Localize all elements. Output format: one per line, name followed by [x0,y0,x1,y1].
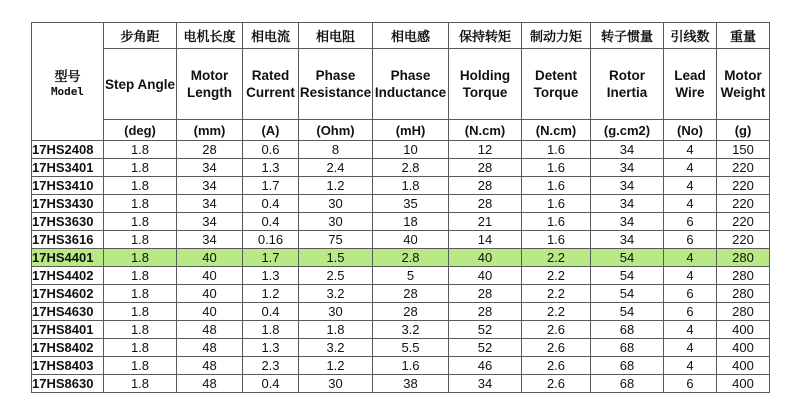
detent-torque-cell: 2.2 [522,303,591,321]
phase-inductance-cell: 1.6 [373,357,449,375]
step-angle-cell: 1.8 [104,285,177,303]
table-row [32,321,770,339]
phase-inductance-cell: 28 [373,303,449,321]
detent-torque-cell: 2.6 [522,375,591,393]
model-cell: 17HS8630 [32,375,104,393]
rotor-inertia-header-cn: 转子惯量 [591,23,664,49]
motor-weight-cell: 400 [717,357,770,375]
motor-length-cell: 40 [177,249,243,267]
motor-length-cell: 48 [177,321,243,339]
step-angle-header [104,49,177,120]
motor-weight-cell: 280 [717,303,770,321]
motor-weight-header-line1: Motor [724,68,762,83]
phase-inductance-cell: 38 [373,375,449,393]
rated-current-unit: (A) [243,120,299,141]
step-angle-cell: 1.8 [104,303,177,321]
lead-wire-cell: 4 [664,267,717,285]
rated-current-header-cn: 相电流 [243,23,299,49]
model-cell: 17HS4630 [32,303,104,321]
phase-inductance-cell: 1.8 [373,177,449,195]
holding-torque-cell: 28 [449,195,522,213]
motor-length-header-line2: Length [187,85,232,100]
lead-wire-cell: 6 [664,303,717,321]
model-header-cn: 型号 [54,68,81,84]
detent-torque-cell: 2.6 [522,321,591,339]
step-angle-cell: 1.8 [104,267,177,285]
motor-weight-cell: 150 [717,141,770,159]
lead-wire-cell: 4 [664,249,717,267]
lead-wire-cell: 6 [664,285,717,303]
phase-resistance-cell: 2.5 [299,267,373,285]
lead-wire-header [664,49,717,120]
step-angle-cell: 1.8 [104,195,177,213]
step-angle-cell: 1.8 [104,375,177,393]
phase-resistance-cell: 1.5 [299,249,373,267]
phase-inductance-cell: 18 [373,213,449,231]
holding-torque-cell: 12 [449,141,522,159]
rotor-inertia-cell: 68 [591,339,664,357]
holding-torque-cell: 40 [449,267,522,285]
rotor-inertia-cell: 68 [591,357,664,375]
rotor-inertia-cell: 34 [591,141,664,159]
rotor-inertia-cell: 54 [591,249,664,267]
phase-inductance-cell: 10 [373,141,449,159]
header-row-chinese [32,23,770,49]
rotor-inertia-cell: 34 [591,177,664,195]
lead-wire-header-line1: Lead [674,68,706,83]
model-cell: 17HS3401 [32,159,104,177]
step-angle-cell: 1.8 [104,249,177,267]
holding-torque-header [449,49,522,120]
motor-length-cell: 34 [177,195,243,213]
lead-wire-cell: 4 [664,177,717,195]
rotor-inertia-cell: 54 [591,267,664,285]
table-row [32,231,770,249]
lead-wire-header-line2: Wire [675,85,705,100]
phase-inductance-cell: 5 [373,267,449,285]
rated-current-cell: 0.4 [243,195,299,213]
model-cell: 17HS2408 [32,141,104,159]
phase-resistance-header-line1: Phase [315,68,356,83]
detent-torque-cell: 2.6 [522,339,591,357]
phase-inductance-cell: 35 [373,195,449,213]
lead-wire-cell: 6 [664,213,717,231]
rotor-inertia-header-line2: Inertia [606,85,648,100]
motor-weight-header [717,49,770,120]
model-header [32,23,104,141]
rated-current-header [243,49,299,120]
step-angle-cell: 1.8 [104,159,177,177]
rated-current-cell: 1.7 [243,249,299,267]
model-cell: 17HS4401 [32,249,104,267]
holding-torque-unit: (N.cm) [449,120,522,141]
motor-length-header-line1: Motor [190,68,229,83]
rotor-inertia-cell: 34 [591,159,664,177]
motor-weight-cell: 220 [717,213,770,231]
rated-current-cell: 0.16 [243,231,299,249]
phase-resistance-header [299,49,373,120]
rated-current-cell: 0.6 [243,141,299,159]
model-cell: 17HS3410 [32,177,104,195]
holding-torque-header-cn: 保持转矩 [449,23,522,49]
lead-wire-cell: 6 [664,375,717,393]
phase-resistance-cell: 30 [299,195,373,213]
holding-torque-cell: 52 [449,339,522,357]
step-angle-header-cn: 步角距 [104,23,177,49]
motor-weight-cell: 280 [717,267,770,285]
holding-torque-cell: 14 [449,231,522,249]
table-row [32,141,770,159]
table-row [32,375,770,393]
rated-current-cell: 0.4 [243,303,299,321]
motor-length-cell: 48 [177,339,243,357]
rotor-inertia-cell: 34 [591,195,664,213]
holding-torque-cell: 28 [449,285,522,303]
table-row [32,213,770,231]
detent-torque-cell: 1.6 [522,177,591,195]
rotor-inertia-unit: (g.cm2) [591,120,664,141]
lead-wire-cell: 4 [664,357,717,375]
rated-current-cell: 1.2 [243,285,299,303]
detent-torque-cell: 1.6 [522,213,591,231]
step-angle-cell: 1.8 [104,357,177,375]
holding-torque-cell: 28 [449,303,522,321]
motor-weight-cell: 220 [717,177,770,195]
phase-inductance-cell: 5.5 [373,339,449,357]
phase-resistance-header-line2: Resistance [299,85,372,100]
motor-length-cell: 28 [177,141,243,159]
holding-torque-header-line2: Torque [462,85,508,100]
phase-resistance-cell: 30 [299,303,373,321]
detent-torque-cell: 2.6 [522,357,591,375]
phase-resistance-cell: 75 [299,231,373,249]
holding-torque-cell: 40 [449,249,522,267]
motor-weight-cell: 220 [717,231,770,249]
motor-spec-table [31,22,770,393]
motor-length-cell: 34 [177,159,243,177]
lead-wire-cell: 6 [664,231,717,249]
phase-resistance-cell: 1.2 [299,177,373,195]
detent-torque-unit: (N.cm) [522,120,591,141]
phase-inductance-cell: 28 [373,285,449,303]
table-row [32,177,770,195]
phase-inductance-unit: (mH) [373,120,449,141]
phase-inductance-cell: 2.8 [373,249,449,267]
table-row-highlighted [32,249,770,267]
motor-weight-unit: (g) [717,120,770,141]
motor-length-cell: 34 [177,213,243,231]
motor-length-unit: (mm) [177,120,243,141]
step-angle-header-line1: Step Angle [104,76,175,92]
phase-inductance-cell: 3.2 [373,321,449,339]
holding-torque-cell: 21 [449,213,522,231]
detent-torque-header-line1: Detent [534,68,577,83]
lead-wire-unit: (No) [664,120,717,141]
rated-current-cell: 1.3 [243,267,299,285]
motor-weight-cell: 400 [717,339,770,357]
motor-weight-header-line2: Weight [720,85,766,100]
rotor-inertia-cell: 54 [591,285,664,303]
phase-resistance-cell: 30 [299,375,373,393]
detent-torque-cell: 1.6 [522,141,591,159]
model-cell: 17HS8401 [32,321,104,339]
motor-length-cell: 48 [177,375,243,393]
phase-resistance-cell: 30 [299,213,373,231]
step-angle-cell: 1.8 [104,177,177,195]
rotor-inertia-cell: 54 [591,303,664,321]
motor-length-cell: 40 [177,285,243,303]
motor-length-header [177,49,243,120]
table-row [32,159,770,177]
rotor-inertia-cell: 68 [591,375,664,393]
table-row [32,285,770,303]
motor-length-cell: 40 [177,303,243,321]
motor-length-cell: 40 [177,267,243,285]
step-angle-cell: 1.8 [104,321,177,339]
rated-current-cell: 1.3 [243,159,299,177]
step-angle-cell: 1.8 [104,231,177,249]
rotor-inertia-cell: 68 [591,321,664,339]
detent-torque-header-line2: Torque [533,85,579,100]
phase-inductance-header-cn: 相电感 [373,23,449,49]
motor-length-cell: 34 [177,231,243,249]
detent-torque-cell: 1.6 [522,159,591,177]
lead-wire-cell: 4 [664,195,717,213]
rotor-inertia-cell: 34 [591,213,664,231]
model-cell: 17HS3616 [32,231,104,249]
model-cell: 17HS8402 [32,339,104,357]
model-cell: 17HS4402 [32,267,104,285]
detent-torque-cell: 2.2 [522,285,591,303]
detent-torque-cell: 2.2 [522,267,591,285]
rotor-inertia-cell: 34 [591,231,664,249]
phase-resistance-cell: 3.2 [299,285,373,303]
phase-resistance-cell: 2.4 [299,159,373,177]
header-row-english [32,49,770,120]
phase-inductance-cell: 40 [373,231,449,249]
holding-torque-cell: 46 [449,357,522,375]
phase-inductance-cell: 2.8 [373,159,449,177]
lead-wire-header-cn: 引线数 [664,23,717,49]
motor-weight-cell: 280 [717,249,770,267]
table-row [32,303,770,321]
motor-weight-cell: 220 [717,159,770,177]
motor-weight-header-cn: 重量 [717,23,770,49]
model-cell: 17HS8403 [32,357,104,375]
motor-weight-cell: 400 [717,375,770,393]
phase-resistance-cell: 1.2 [299,357,373,375]
phase-inductance-header-line2: Inductance [374,85,447,100]
step-angle-cell: 1.8 [104,339,177,357]
spec-table-body [32,141,770,393]
detent-torque-cell: 2.2 [522,249,591,267]
step-angle-unit: (deg) [104,120,177,141]
phase-inductance-header [373,49,449,120]
phase-resistance-unit: (Ohm) [299,120,373,141]
holding-torque-cell: 28 [449,159,522,177]
model-header-en: Model [50,84,85,98]
phase-resistance-cell: 3.2 [299,339,373,357]
detent-torque-cell: 1.6 [522,231,591,249]
lead-wire-cell: 4 [664,339,717,357]
rotor-inertia-header [591,49,664,120]
step-angle-cell: 1.8 [104,141,177,159]
model-cell: 17HS4602 [32,285,104,303]
table-row [32,195,770,213]
rotor-inertia-header-line1: Rotor [609,68,645,83]
table-row [32,339,770,357]
rated-current-cell: 1.8 [243,321,299,339]
lead-wire-cell: 4 [664,321,717,339]
motor-length-header-cn: 电机长度 [177,23,243,49]
holding-torque-cell: 34 [449,375,522,393]
phase-resistance-cell: 1.8 [299,321,373,339]
step-angle-cell: 1.8 [104,213,177,231]
motor-length-cell: 48 [177,357,243,375]
holding-torque-header-line1: Holding [459,68,511,83]
motor-weight-cell: 220 [717,195,770,213]
motor-weight-cell: 400 [717,321,770,339]
rated-current-cell: 0.4 [243,213,299,231]
phase-resistance-header-cn: 相电阻 [299,23,373,49]
motor-weight-cell: 280 [717,285,770,303]
motor-length-cell: 34 [177,177,243,195]
detent-torque-cell: 1.6 [522,195,591,213]
rated-current-cell: 1.3 [243,339,299,357]
phase-inductance-header-line1: Phase [390,68,431,83]
table-row [32,267,770,285]
rated-current-cell: 0.4 [243,375,299,393]
phase-resistance-cell: 8 [299,141,373,159]
holding-torque-cell: 28 [449,177,522,195]
rated-current-header-line2: Current [246,85,295,100]
detent-torque-header [522,49,591,120]
rated-current-header-line1: Rated [251,68,290,83]
holding-torque-cell: 52 [449,321,522,339]
model-cell: 17HS3630 [32,213,104,231]
lead-wire-cell: 4 [664,141,717,159]
rated-current-cell: 2.3 [243,357,299,375]
model-cell: 17HS3430 [32,195,104,213]
detent-torque-header-cn: 制动力矩 [522,23,591,49]
lead-wire-cell: 4 [664,159,717,177]
header-row-units [32,120,770,141]
table-row [32,357,770,375]
rated-current-cell: 1.7 [243,177,299,195]
